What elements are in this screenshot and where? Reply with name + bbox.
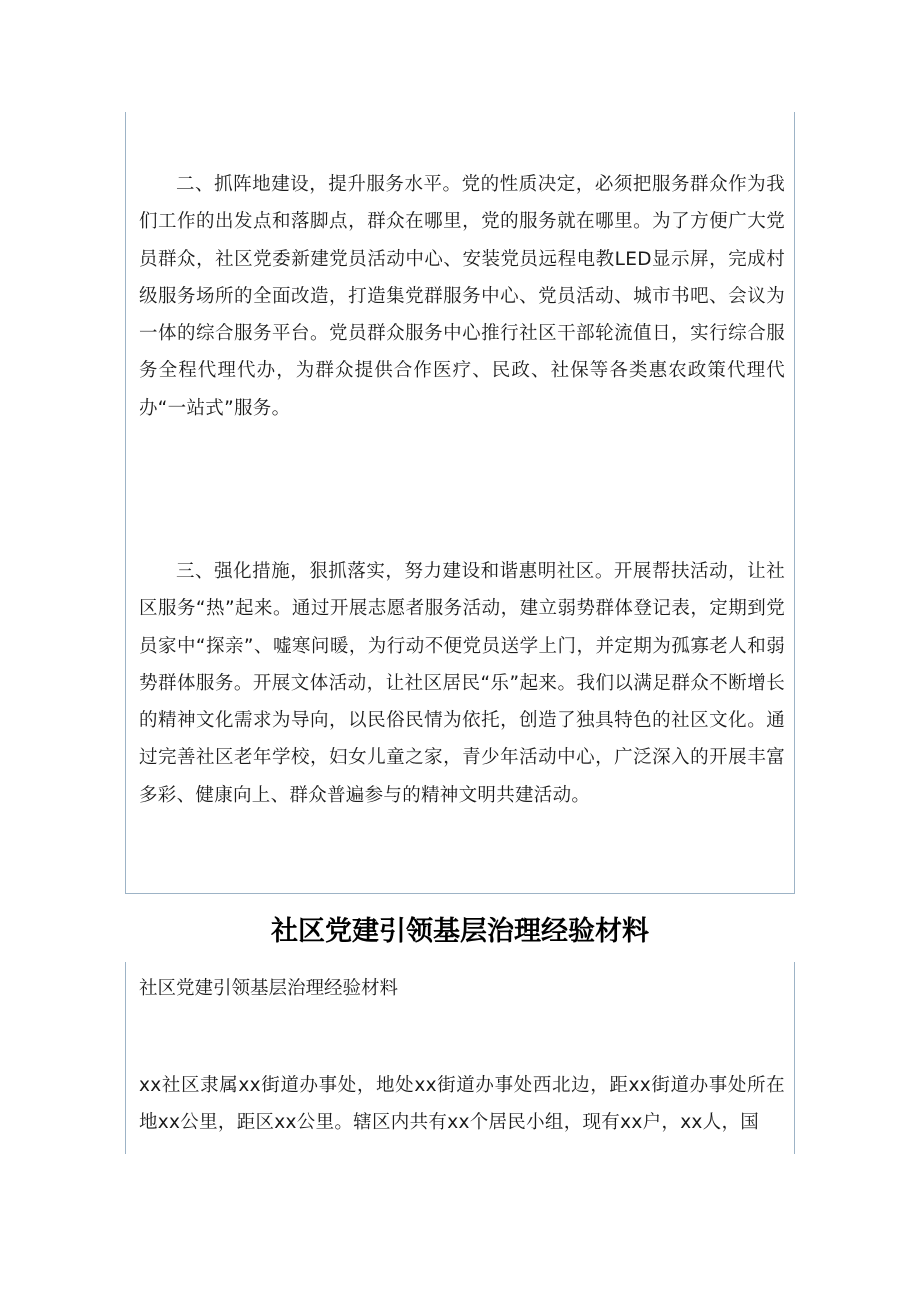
document-heading: 社区党建引领基层治理经验材料 [271,916,649,947]
paragraph-intro: xx社区隶属xx街道办事处，地处xx街道办事处西北边，距xx街道办事处所在地xx公里，距区xx公里。辖区内共有xx个居民小组，现有xx户，xx人，国 [139,1075,785,1134]
paragraph-section-3: 三、强化措施，狠抓落实，努力建设和谐惠明社区。开展帮扶活动，让社区服务“热”起来。通过开展志愿者服务活动，建立弱势群体登记表，定期到党员家中“探亲”、嘘寒问暖，为行动不便党员送学上门，并定期为孤寡老人和弱势群体服务。开展文体活动，让社区居民“乐”起来。我们以满足群众不断增长的精神文化需求为导向，以民俗民情为依托，创造了独具特色的社区文化。通过完善社区老年学校，妇女儿童之家，青少年活动中心，广泛深入的开展丰富多彩、健康向上、群众普遍参与的精神文明共建活动。 [139,561,785,806]
document-subtitle: 社区党建引领基层治理经验材料 [139,978,399,999]
paragraph-section-2: 二、抓阵地建设，提升服务水平。党的性质决定，必须把服务群众作为我们工作的出发点和落脚点，群众在哪里，党的服务就在哪里。为了方便广大党员群众，社区党委新建党员活动中心、安装党员远程电教LED显示屏，完成村级服务场所的全面改造，打造集党群服务中心、党员活动、城市书吧、会议为一体的综合服务平台。党员群众服务中心推行社区干部轮流值日，实行综合服务全程代理代办，为群众提供合作医疗、民政、社保等各类惠农政策代理代办“一站式”服务。 [139,174,785,419]
